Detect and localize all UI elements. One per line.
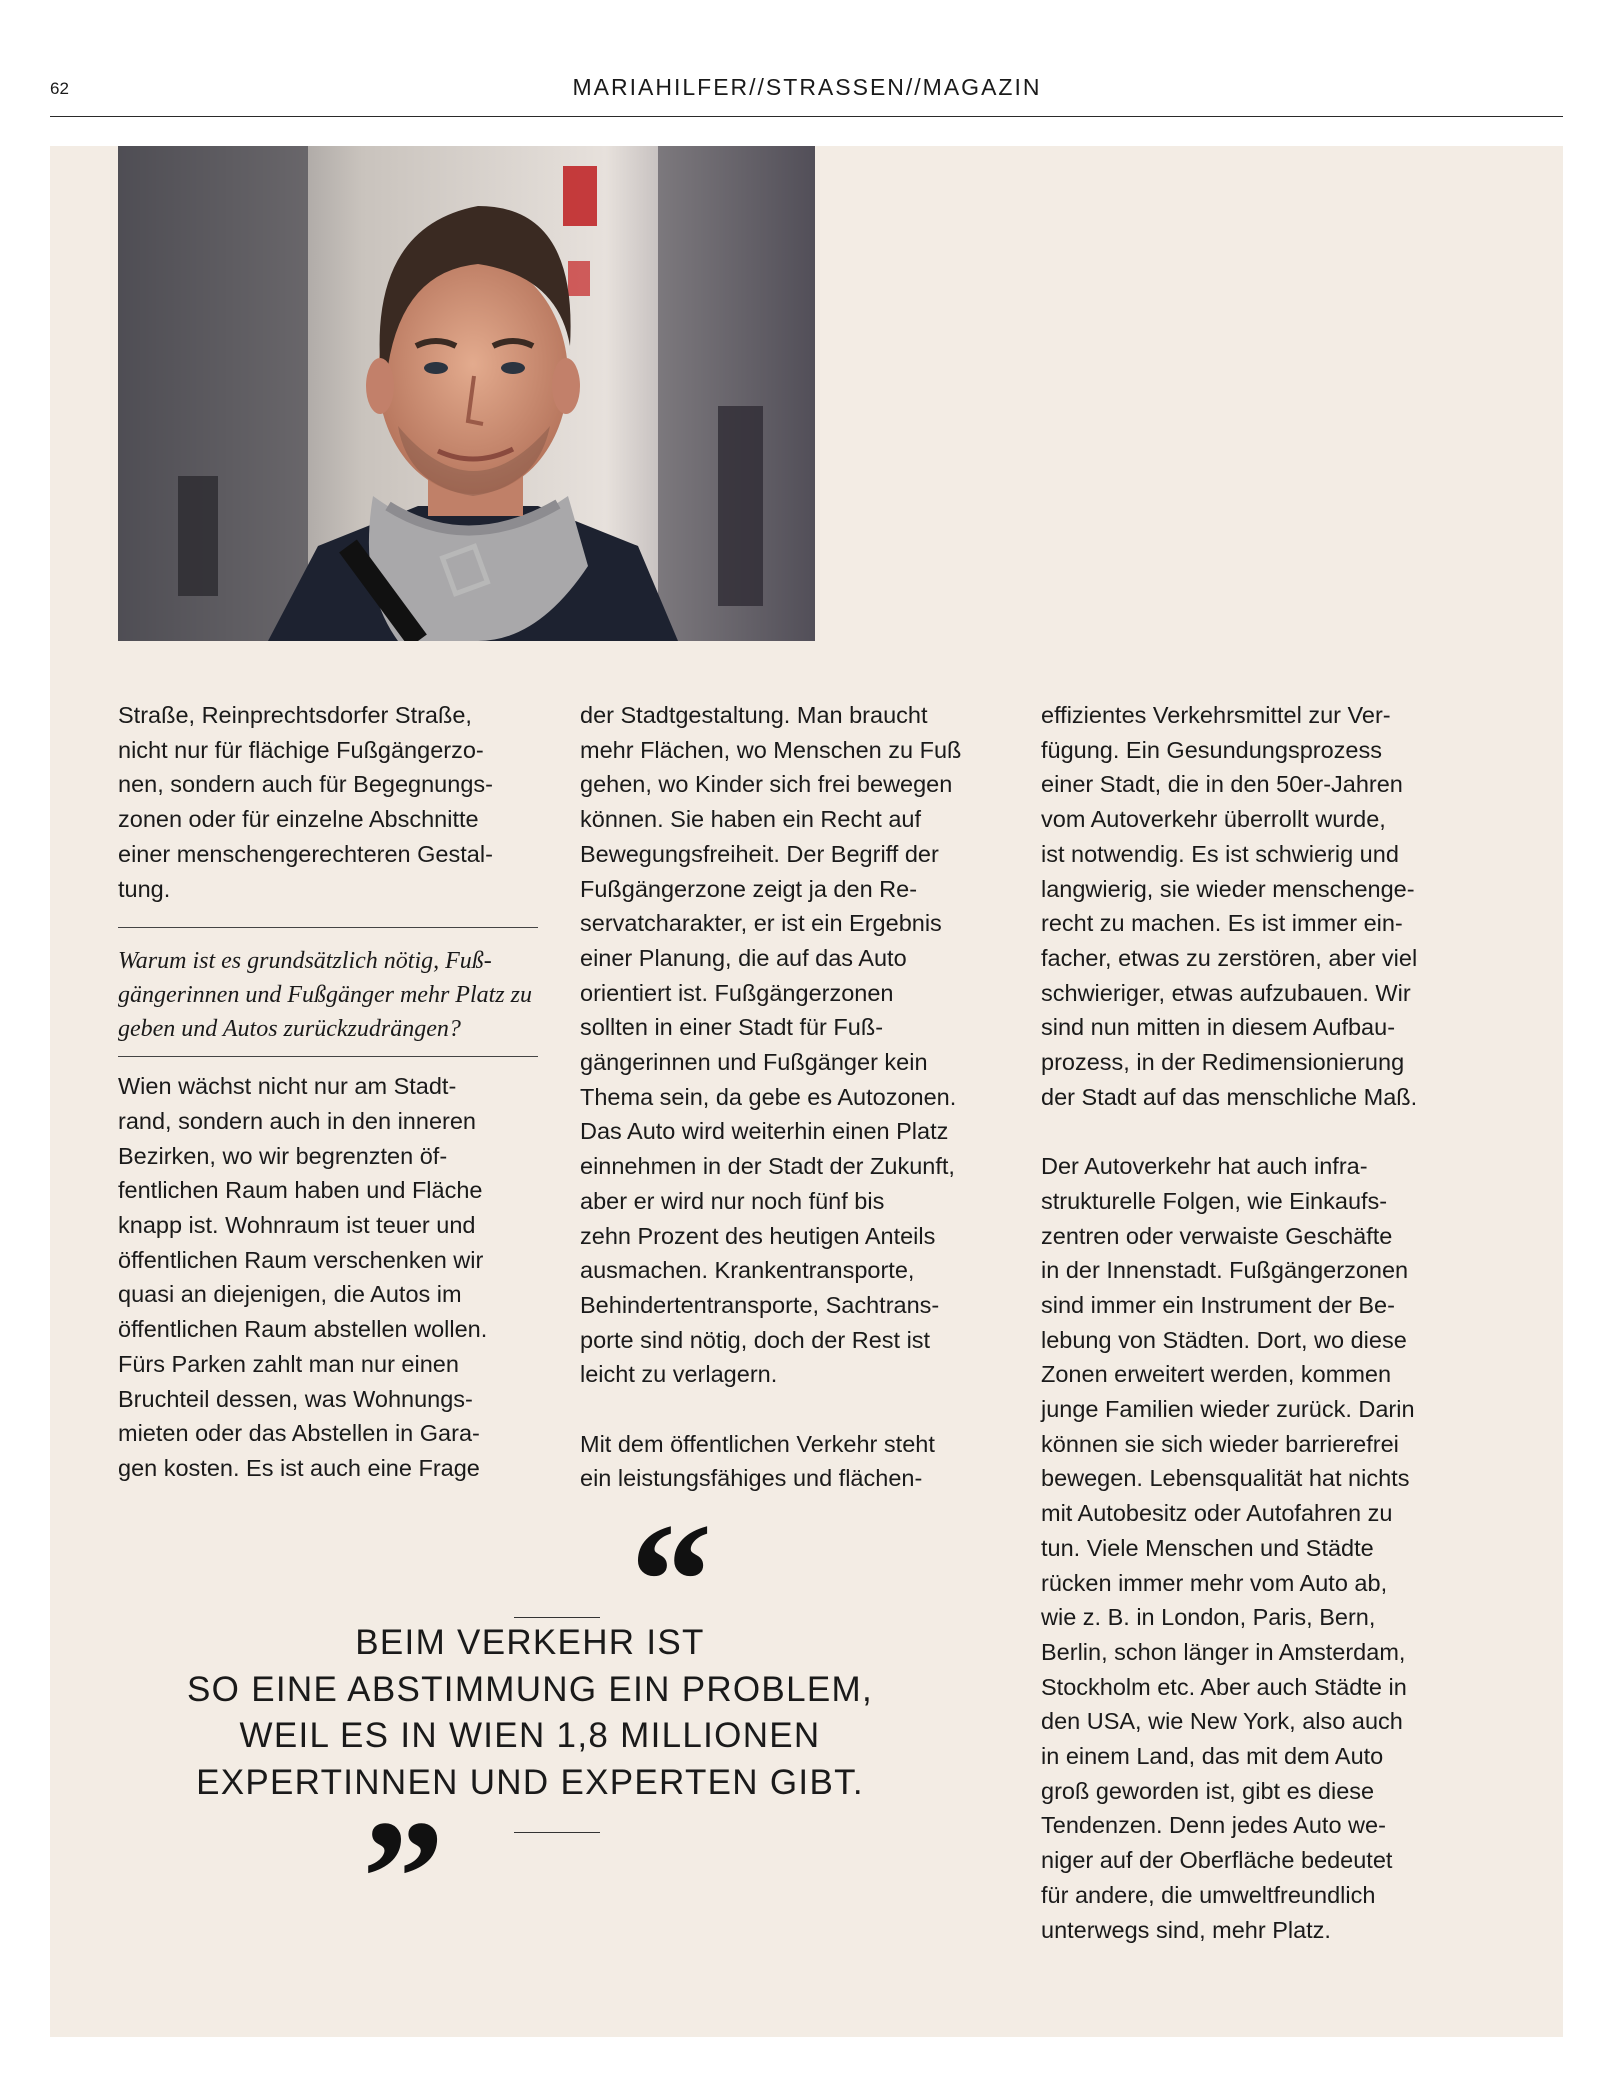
body-line: leicht zu verlagern.	[580, 1361, 778, 1388]
paragraph-gap	[1041, 1114, 1461, 1149]
answer-line: Wien wächst nicht nur am Stadt-	[118, 1073, 457, 1100]
answer-line: öffentlichen Raum abstellen wollen.	[118, 1316, 488, 1343]
body-line: rücken immer mehr vom Auto ab,	[1041, 1569, 1388, 1596]
body-line: sind nun mitten in diesem Aufbau-	[1041, 1014, 1396, 1041]
body-line: lebung von Städten. Dort, wo diese	[1041, 1326, 1407, 1353]
pull-quote-line: EXPERTINNEN UND EXPERTEN GIBT.	[196, 1762, 864, 1802]
interview-question	[118, 944, 538, 1046]
body-line: ausmachen. Krankentransporte,	[580, 1257, 915, 1284]
body-line: strukturelle Folgen, wie Einkaufs-	[1041, 1187, 1388, 1214]
body-line: niger auf der Oberfläche bedeutet	[1041, 1847, 1393, 1874]
answer-line: rand, sondern auch in den inneren	[118, 1107, 476, 1134]
question-rule-top	[118, 927, 538, 928]
body-line: tun. Viele Menschen und Städte	[1041, 1534, 1374, 1561]
body-line: ein leistungsfähiges und flächen-	[580, 1465, 923, 1492]
pull-quote	[150, 1620, 910, 1806]
question-rule-bottom	[118, 1056, 538, 1057]
body-line: in einem Land, das mit dem Auto	[1041, 1743, 1384, 1770]
body-line: aber er wird nur noch fünf bis	[580, 1187, 885, 1214]
text-column-1	[118, 698, 538, 1486]
close-quote-mark: ”	[362, 1786, 445, 1969]
body-line: bewegen. Lebensqualität hat nichts	[1041, 1465, 1410, 1492]
pull-quote-line: BEIM VERKEHR IST	[355, 1623, 705, 1662]
answer-line: Fürs Parken zahlt man nur einen	[118, 1350, 459, 1377]
body-line: in der Innenstadt. Fußgängerzonen	[1041, 1257, 1409, 1284]
intro-line: einer menschengerechteren Gestal-	[118, 840, 493, 867]
body-line: recht zu machen. Es ist immer ein-	[1041, 910, 1403, 937]
intro-line: Straße, Reinprechtsdorfer Straße,	[118, 702, 472, 728]
body-line: der Stadtgestaltung. Man braucht	[580, 702, 928, 728]
body-line: schwieriger, etwas aufzubauen. Wir	[1041, 979, 1411, 1006]
body-line: einer Planung, die auf das Auto	[580, 944, 907, 971]
body-line: Berlin, schon länger in Amsterdam,	[1041, 1638, 1406, 1665]
body-line: Tendenzen. Denn jedes Auto we-	[1041, 1812, 1386, 1839]
body-line: sollten in einer Stadt für Fuß-	[580, 1014, 884, 1041]
answer-line: mieten oder das Abstellen in Gara-	[118, 1420, 480, 1447]
body-line: Behindertentransporte, Sachtrans-	[580, 1291, 940, 1318]
body-line: einer Stadt, die in den 50er-Jahren	[1041, 771, 1403, 798]
masthead: MARIAHILFER//STRASSEN//MAGAZIN	[572, 74, 1042, 100]
body-line: junge Familien wieder zurück. Darin	[1041, 1396, 1415, 1423]
pull-quote-line: WEIL ES IN WIEN 1,8 MILLIONEN	[239, 1716, 821, 1755]
body-line: langwierig, sie wieder menschenge-	[1041, 875, 1415, 902]
body-line: zehn Prozent des heutigen Anteils	[580, 1222, 936, 1249]
body-line: Thema sein, da gebe es Autozonen.	[580, 1083, 957, 1110]
body-line: den USA, wie New York, also auch	[1041, 1708, 1403, 1735]
body-line: können sie sich wieder barrierefrei	[1041, 1430, 1399, 1457]
question-line: geben und Autos zurückzudrängen?	[118, 1016, 461, 1043]
open-quote-mark: “	[630, 1489, 713, 1672]
body-line: für andere, die umweltfreundlich	[1041, 1881, 1376, 1908]
body-line: sind immer ein Instrument der Be-	[1041, 1291, 1395, 1318]
pull-quote-line: SO EINE ABSTIMMUNG EIN PROBLEM,	[187, 1669, 873, 1709]
body-line: fügung. Ein Gesundungsprozess	[1041, 736, 1382, 763]
body-line: zentren oder verwaiste Geschäfte	[1041, 1222, 1393, 1249]
answer-line: fentlichen Raum haben und Fläche	[118, 1177, 483, 1204]
body-line: unterwegs sind, mehr Platz.	[1041, 1916, 1331, 1943]
body-line: mehr Flächen, wo Menschen zu Fuß	[580, 736, 962, 763]
body-line: wie z. B. in London, Paris, Bern,	[1041, 1604, 1376, 1631]
text-column-2	[580, 698, 1000, 1496]
body-line: gehen, wo Kinder sich frei bewegen	[580, 771, 953, 798]
body-line: vom Autoverkehr überrollt wurde,	[1041, 806, 1386, 833]
body-line: können. Sie haben ein Recht auf	[580, 806, 922, 833]
body-line: servatcharakter, er ist ein Ergebnis	[580, 910, 942, 937]
pull-quote-rule-bottom	[514, 1832, 600, 1833]
intro-line: zonen oder für einzelne Abschnitte	[118, 806, 479, 833]
body-line: Mit dem öffentlichen Verkehr steht	[580, 1430, 935, 1457]
header-divider	[50, 116, 1563, 117]
body-line: Stockholm etc. Aber auch Städte in	[1041, 1673, 1407, 1700]
text-column-3	[1041, 698, 1461, 1947]
body-line: Bewegungsfreiheit. Der Begriff der	[580, 840, 939, 867]
body-line: groß geworden ist, gibt es diese	[1041, 1777, 1375, 1804]
answer-line: knapp ist. Wohnraum ist teuer und	[118, 1212, 476, 1239]
body-line: ist notwendig. Es ist schwierig und	[1041, 840, 1399, 867]
answer-line: Bruchteil dessen, was Wohnungs-	[118, 1385, 473, 1412]
intro-line: nen, sondern auch für Begegnungs-	[118, 771, 493, 798]
answer-line: quasi an diejenigen, die Autos im	[118, 1281, 462, 1308]
body-line: Der Autoverkehr hat auch infra-	[1041, 1153, 1368, 1180]
body-line: der Stadt auf das menschliche Maß.	[1041, 1083, 1418, 1110]
body-line: Fußgängerzone zeigt ja den Re-	[580, 875, 918, 902]
intro-line: tung.	[118, 875, 171, 902]
portrait-illustration	[118, 146, 815, 641]
body-line: effizientes Verkehrsmittel zur Ver-	[1041, 702, 1391, 728]
answer-line: Bezirken, wo wir begrenzten öf-	[118, 1142, 448, 1169]
portrait-photo	[118, 146, 815, 641]
question-line: gängerinnen und Fußgänger mehr Platz zu	[118, 982, 532, 1009]
body-line: mit Autobesitz oder Autofahren zu	[1041, 1500, 1393, 1527]
question-line: Warum ist es grundsätzlich nötig, Fuß-	[118, 948, 492, 975]
body-line: facher, etwas zu zerstören, aber viel	[1041, 944, 1418, 971]
body-line: einnehmen in der Stadt der Zukunft,	[580, 1153, 955, 1180]
body-line: prozess, in der Redimensionierung	[1041, 1049, 1405, 1076]
body-line: orientiert ist. Fußgängerzonen	[580, 979, 894, 1006]
paragraph-gap	[580, 1392, 1000, 1427]
intro-line: nicht nur für flächige Fußgängerzo-	[118, 736, 484, 763]
page-number: 62	[50, 79, 69, 98]
body-line: Zonen erweitert werden, kommen	[1041, 1361, 1392, 1388]
answer-line: öffentlichen Raum verschenken wir	[118, 1246, 484, 1273]
pull-quote-rule-top	[514, 1617, 600, 1618]
answer-line: gen kosten. Es ist auch eine Frage	[118, 1454, 480, 1481]
body-line: gängerinnen und Fußgänger kein	[580, 1049, 928, 1076]
body-line: Das Auto wird weiterhin einen Platz	[580, 1118, 949, 1145]
body-line: porte sind nötig, doch der Rest ist	[580, 1326, 931, 1353]
